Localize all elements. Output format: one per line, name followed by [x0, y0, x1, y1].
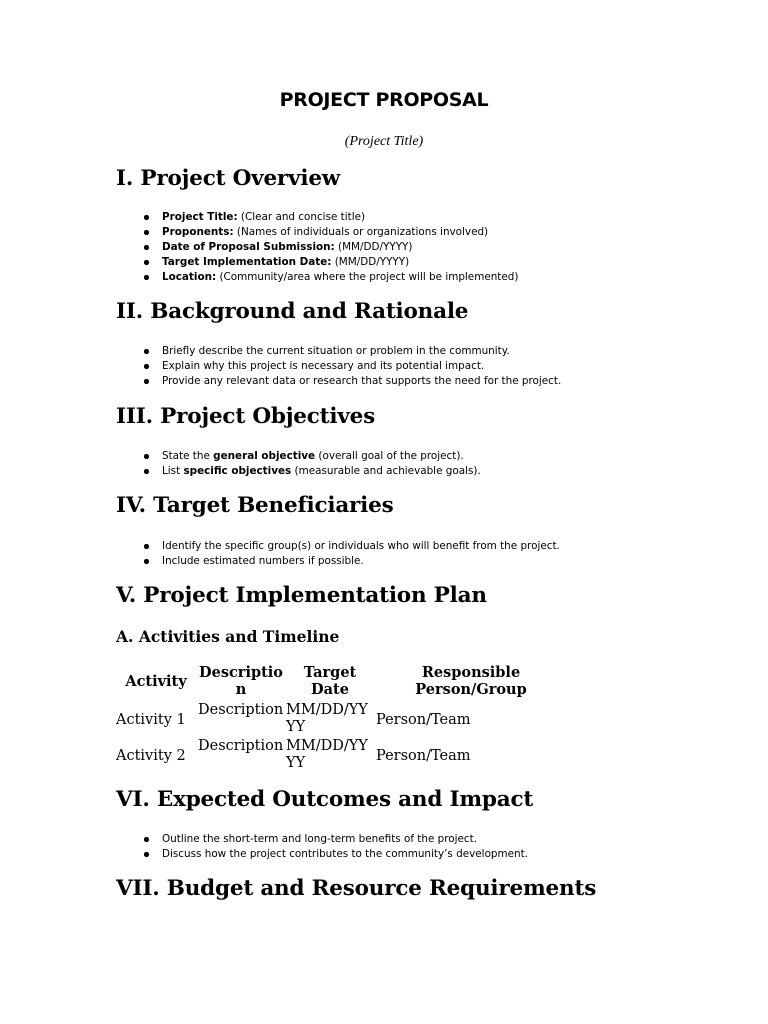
item-text: (Community/area where the project will be implemented)	[216, 271, 519, 283]
item-text: (overall goal of the project).	[315, 450, 464, 462]
list-item: Discuss how the project contributes to the community’s development.	[144, 847, 528, 862]
overview-list	[144, 210, 518, 285]
list-item: Provide any relevant data or research that supports the need for the project.	[144, 374, 561, 389]
cell-activity: Activity 1	[116, 712, 186, 728]
section-heading-background: II. Background and Rationale	[116, 299, 469, 324]
list-item: Include estimated numbers if possible.	[144, 554, 560, 569]
cell-description: Description	[198, 738, 284, 754]
cell-responsible: Person/Team	[376, 712, 471, 728]
list-item	[144, 255, 518, 270]
item-emphasis: specific objectives	[183, 465, 292, 477]
document-subtitle: (Project Title)	[344, 134, 424, 149]
beneficiaries-list	[144, 539, 560, 569]
section-heading-overview: I. Project Overview	[116, 166, 341, 191]
column-header-target-date: Target Date	[303, 664, 357, 698]
item-label: Proponents:	[162, 226, 234, 238]
section-heading-objectives: III. Project Objectives	[116, 404, 376, 429]
list-item	[144, 449, 481, 464]
list-item: Identify the specific group(s) or individuals who will benefit from the project.	[144, 539, 560, 554]
list-item	[144, 270, 518, 285]
list-item: Outline the short-term and long-term benefits of the project.	[144, 832, 528, 847]
cell-responsible: Person/Team	[376, 748, 471, 764]
list-item	[144, 464, 481, 479]
item-label: Target Implementation Date:	[162, 256, 332, 268]
item-text: (MM/DD/YYYY)	[331, 256, 410, 268]
item-text: (measurable and achievable goals).	[291, 465, 481, 477]
list-item: Briefly describe the current situation or problem in the community.	[144, 344, 561, 359]
objectives-list	[144, 449, 481, 479]
item-text: State the	[162, 450, 214, 462]
item-text: (MM/DD/YYYY)	[334, 241, 413, 253]
list-item	[144, 240, 518, 255]
list-item	[144, 225, 518, 240]
subheading-activities-timeline: A. Activities and Timeline	[116, 627, 340, 646]
column-header-responsible: Responsible Person/Group	[415, 664, 527, 698]
item-emphasis: general objective	[213, 450, 316, 462]
item-text: (Names of individuals or organizations involved)	[233, 226, 489, 238]
column-header-activity: Activity	[125, 673, 187, 690]
section-heading-outcomes: VI. Expected Outcomes and Impact	[116, 787, 534, 812]
cell-target-date: MM/DD/YYYY	[286, 702, 368, 735]
section-heading-beneficiaries: IV. Target Beneficiaries	[116, 493, 394, 518]
section-heading-implementation: V. Project Implementation Plan	[116, 583, 487, 608]
list-item: Explain why this project is necessary and its potential impact.	[144, 359, 561, 374]
item-label: Date of Proposal Submission:	[162, 241, 335, 253]
section-heading-budget: VII. Budget and Resource Requirements	[116, 876, 597, 901]
document-title: PROJECT PROPOSAL	[279, 89, 489, 111]
cell-activity: Activity 2	[116, 748, 186, 764]
item-label: Project Title:	[162, 211, 238, 223]
background-list	[144, 344, 561, 389]
column-header-description: Description	[199, 664, 283, 698]
item-text: List	[162, 465, 184, 477]
outcomes-list	[144, 832, 528, 862]
cell-target-date: MM/DD/YYYY	[286, 738, 368, 771]
list-item	[144, 210, 518, 225]
item-text: (Clear and concise title)	[237, 211, 366, 223]
cell-description: Description	[198, 702, 284, 718]
item-label: Location:	[162, 271, 217, 283]
